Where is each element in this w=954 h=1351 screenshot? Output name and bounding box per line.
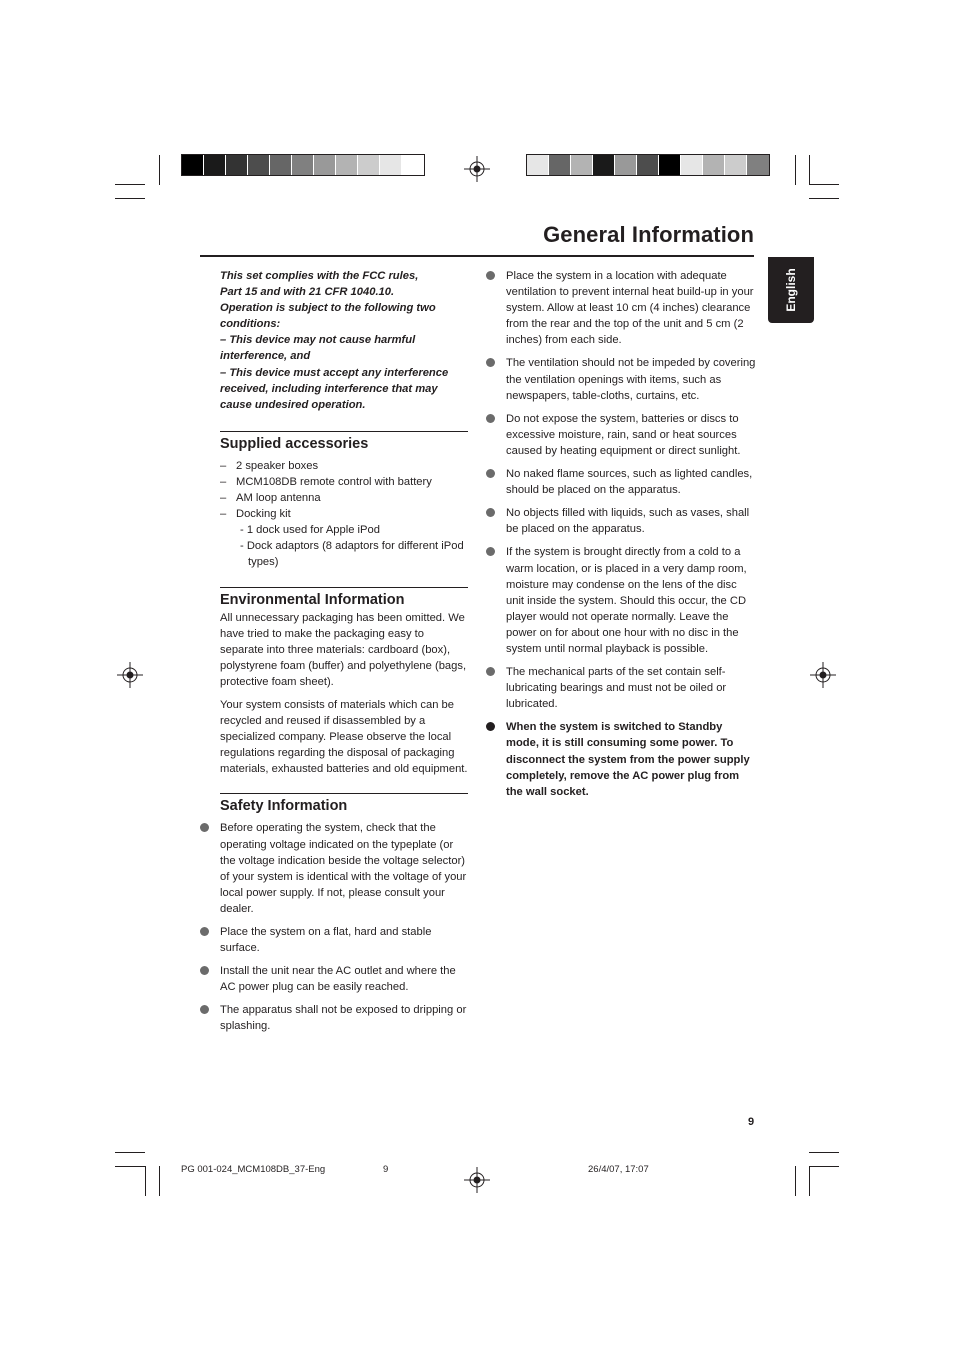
accessories-list [220, 458, 468, 571]
color-calibration-bar-left [181, 154, 425, 176]
list-item [220, 506, 468, 570]
list-item-text: Before operating the system, check that the operating voltage indicated on the typeplate (or the voltage indication beside the voltage selector) of your system is identical with the voltage of your local power supply. If not, please consult your dealer. [220, 822, 467, 915]
calibration-swatch [659, 155, 681, 175]
calibration-swatch [681, 155, 703, 175]
sub-list-item: - 1 dock used for Apple iPod [240, 524, 380, 537]
calibration-swatch [336, 155, 358, 175]
bullet-icon [486, 414, 495, 423]
list-item-text: No objects filled with liquids, such as vases, shall be placed on the apparatus. [506, 507, 750, 536]
bullet-icon [486, 508, 495, 517]
calibration-swatch [358, 155, 380, 175]
crop-mark [115, 184, 145, 185]
list-item-text: The mechanical parts of the set contain self-lubricating bearings and must not be oiled or lubricated. [506, 666, 727, 711]
supplied-accessories-section [220, 431, 468, 571]
bullet-icon [486, 469, 495, 478]
calibration-swatch [725, 155, 747, 175]
calibration-swatch [204, 155, 226, 175]
page-number: 9 [748, 1116, 755, 1128]
list-item-text: The apparatus shall not be exposed to dripping or splashing. [220, 1004, 467, 1033]
footer-datetime: 26/4/07, 17:07 [588, 1164, 649, 1175]
bullet-icon [200, 823, 209, 832]
crop-mark [809, 198, 839, 199]
calibration-swatch [226, 155, 248, 175]
left-column [220, 268, 468, 1042]
list-item [486, 268, 756, 348]
crop-mark [159, 155, 160, 185]
safety-list-continued [486, 268, 756, 800]
list-item-text: Do not expose the system, batteries or discs to excessive moisture, rain, sand or heat sources caused by heating equipment or direct sunlight. [506, 412, 741, 457]
safety-section [220, 793, 468, 1034]
bullet-icon [486, 547, 495, 556]
list-item [486, 355, 756, 403]
fcc-line: This set complies with the FCC rules, [220, 270, 419, 282]
right-column [486, 268, 756, 807]
list-item [220, 820, 468, 917]
calibration-swatch [182, 155, 204, 175]
registration-mark-icon [464, 156, 490, 182]
color-calibration-bar-right [526, 154, 770, 176]
bullet-icon [486, 358, 495, 367]
crop-mark [115, 1166, 145, 1167]
fcc-line: Operation is subject to the following two conditions: [220, 302, 436, 331]
calibration-swatch [571, 155, 593, 175]
crop-mark [809, 1166, 810, 1196]
list-item-text: Install the unit near the AC outlet and where the AC power plug can be easily reached. [220, 965, 456, 994]
bullet-icon [486, 271, 495, 280]
list-item [220, 963, 468, 995]
crop-mark [145, 1166, 146, 1196]
docking-kit-sublist [236, 522, 468, 570]
page-title: General Information [543, 222, 754, 247]
section-heading: Supplied accessories [220, 431, 468, 454]
language-tab-label: English [784, 268, 798, 312]
crop-mark [795, 1166, 796, 1196]
calibration-swatch [380, 155, 402, 175]
calibration-swatch [549, 155, 571, 175]
calibration-swatch [292, 155, 314, 175]
fcc-notice [220, 268, 468, 413]
calibration-swatch [747, 155, 769, 175]
bullet-icon [486, 667, 495, 676]
list-item-text: If the system is brought directly from a cold to a warm location, or is placed in a very damp room, moisture may condense on the lens of the disc unit inside the system. Should this occur, the CD player would not operate normally. Leave the power on for about one hour with no disc in the system until normal playback is possible. [506, 546, 747, 655]
list-item: – MCM108DB remote control with battery [220, 474, 468, 490]
list-item-text: Place the system on a flat, hard and stable surface. [220, 926, 432, 955]
list-item: – 2 speaker boxes [220, 458, 468, 474]
list-item [486, 544, 756, 657]
bullet-icon [486, 722, 495, 731]
list-item: – AM loop antenna [220, 490, 468, 506]
list-item [220, 1002, 468, 1034]
footer-file-name: PG 001-024_MCM108DB_37-Eng [181, 1164, 326, 1175]
list-item [486, 466, 756, 498]
bullet-icon [200, 927, 209, 936]
paragraph: All unnecessary packaging has been omitted. We have tried to make the packaging easy to separate into three materials: cardboard (box), polystyrene foam (buffer) and polyethylene (bags, protective foam sheet). [220, 611, 467, 688]
footer-page: 9 [383, 1164, 389, 1175]
calibration-swatch [593, 155, 615, 175]
title-rule [200, 255, 754, 257]
crop-mark [115, 198, 145, 199]
fcc-line: – This device may not cause harmful interference, and [220, 334, 416, 363]
calibration-swatch [615, 155, 637, 175]
crop-mark [809, 155, 810, 185]
calibration-swatch [527, 155, 549, 175]
list-item-text: The ventilation should not be impeded by covering the ventilation openings with items, such as newspapers, table-cloths, curtains, etc. [506, 357, 756, 402]
sub-list-item: - Dock adaptors (8 adaptors for different iPod types) [240, 540, 464, 569]
environmental-section [220, 587, 468, 778]
safety-list [220, 820, 468, 1034]
list-item [220, 924, 468, 956]
crop-mark [809, 184, 839, 185]
fcc-line: – This device must accept any interference received, including interference that may cause undesired operation. [220, 366, 449, 411]
calibration-swatch [248, 155, 270, 175]
list-item-text: No naked flame sources, such as lighted candles, should be placed on the apparatus. [506, 468, 753, 497]
list-item [486, 664, 756, 712]
registration-mark-icon [117, 662, 143, 688]
language-tab [768, 257, 814, 323]
list-item [486, 505, 756, 537]
section-heading: Environmental Information [220, 587, 468, 610]
list-item-label: Docking kit [236, 508, 291, 521]
registration-mark-icon [464, 1167, 490, 1193]
list-item-text: Place the system in a location with adequate ventilation to prevent internal heat build-up in your system. Allow at least 10 cm (4 inches) clearance from the rear and the top of the unit and 5 cm (2 inches) from each side. [506, 270, 754, 347]
crop-mark [115, 1152, 145, 1153]
bullet-icon [200, 966, 209, 975]
bullet-icon [200, 1005, 209, 1014]
crop-mark [159, 1166, 160, 1196]
registration-mark-icon [810, 662, 836, 688]
crop-mark [809, 1166, 839, 1167]
section-heading: Safety Information [220, 793, 468, 816]
list-item [486, 719, 756, 799]
crop-mark [795, 155, 796, 185]
calibration-swatch [270, 155, 292, 175]
calibration-swatch [402, 155, 424, 175]
paragraph: Your system consists of materials which can be recycled and reused if disassembled by a specialized company. Please observe the local regulations regarding the disposal of packaging materials, exhausted batteries and old equipment. [220, 698, 468, 776]
fcc-line: Part 15 and with 21 CFR 1040.10. [220, 286, 395, 299]
list-item-text: When the system is switched to Standby mode, it is still consuming some power. To disconnect the system from the power supply completely, remove the AC power plug from the wall socket. [506, 721, 750, 798]
calibration-swatch [314, 155, 336, 175]
crop-mark [809, 1152, 839, 1153]
list-item [486, 411, 756, 459]
calibration-swatch [703, 155, 725, 175]
calibration-swatch [637, 155, 659, 175]
